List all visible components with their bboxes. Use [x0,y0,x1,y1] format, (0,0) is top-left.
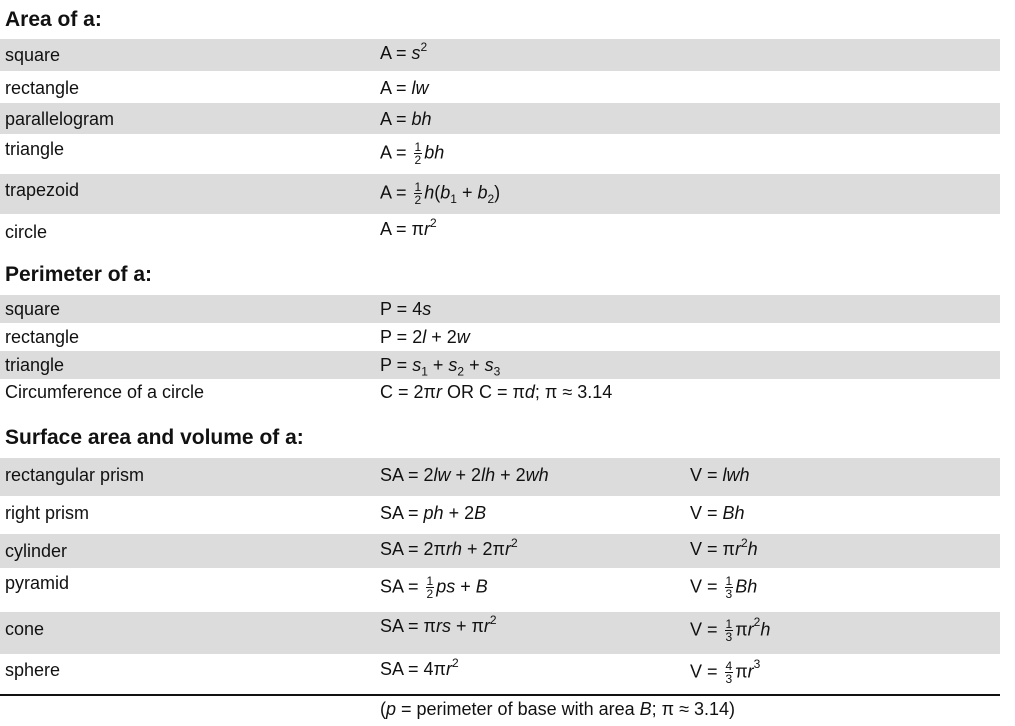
sv-row-cylinder [0,534,1000,568]
area-formula: $A = \pi r^2$ [380,216,437,239]
shape-name: cylinder [5,541,68,561]
area-row-trapezoid [0,174,1000,214]
sv-row-sphere [0,654,1000,694]
shape-name: trapezoid [5,180,80,200]
area-row-parallelogram [0,103,1000,134]
volume-formula: V = Bh [690,503,745,523]
perimeter-row-circumference [0,379,1000,407]
area-formula: $A = s^2$ [380,40,428,63]
area-formula: A = $\frac{1}{2}$ $h(b_1 + b_2)$ [380,180,501,207]
sv-row-pyramid [0,568,1000,612]
sa-formula: SA = $4\pi r^2$ [380,656,459,679]
volume-formula: V = $\frac{1}{3}$ Bh [690,574,758,601]
shape-name: circle [5,222,48,242]
sv-row-rectangular-prism [0,458,1000,496]
perimeter-row-square [0,295,1000,323]
footnote: (p = perimeter of base with area B; π ≈ 3.14) [380,699,735,719]
perimeter-formula: $P = s_1 + s_2 + s_3$ [380,355,501,379]
volume-formula: $V = \pi r^2h$ [690,536,758,559]
sv-row-right-prism [0,496,1000,534]
shape-name: pyramid [5,573,70,593]
perimeter-formula: P = 2l + 2w [380,327,470,347]
shape-name: triangle [5,355,65,375]
shape-name: square [5,45,61,65]
perimeter-row-triangle [0,351,1000,379]
sa-formula: SA = $\frac{1}{2}$ ps + B [380,574,488,601]
shape-name: rectangle [5,78,80,98]
shape-name: cone [5,619,45,639]
perimeter-formula: P = 4s [380,299,432,319]
sa-formula: SA = $\pi rs + \pi r^2$ [380,613,497,636]
area-formula: A = $\frac{1}{2}$ bh [380,140,445,167]
area-row-square [0,39,1000,71]
shape-name: parallelogram [5,109,115,129]
area-row-circle [0,214,1000,248]
bottom-rule [0,694,1000,696]
surface-volume-heading: Surface area and volume of a: [5,426,304,449]
volume-formula: V = $\frac{1}{3}$ $\pi r^2h$ [690,615,771,644]
area-formula: A = lw [380,78,429,98]
perimeter-heading: Perimeter of a: [5,263,153,286]
sa-formula: SA = 2lw + 2lh + 2wh [380,465,549,485]
area-formula: A = bh [380,109,432,129]
area-row-triangle [0,134,1000,174]
area-row-rectangle [0,71,1000,103]
shape-name: rectangle [5,327,80,347]
sa-formula: SA = ph + 2B [380,503,487,523]
perimeter-formula: C = 2πr OR C = πd; π ≈ 3.14 [380,382,613,402]
area-heading: Area of a: [5,8,102,31]
shape-name: Circumference of a circle [5,382,205,402]
sv-row-cone [0,612,1000,654]
volume-formula: V = $\frac{4}{3}$ $\pi r^3$ [690,657,761,686]
shape-name: rectangular prism [5,465,145,485]
sa-formula: SA = $2\pi rh + 2\pi r^2$ [380,536,518,559]
volume-formula: V = lwh [690,465,750,485]
perimeter-row-rectangle [0,323,1000,351]
shape-name: square [5,299,61,319]
shape-name: sphere [5,660,61,680]
shape-name: right prism [5,503,90,523]
shape-name: triangle [5,139,65,159]
